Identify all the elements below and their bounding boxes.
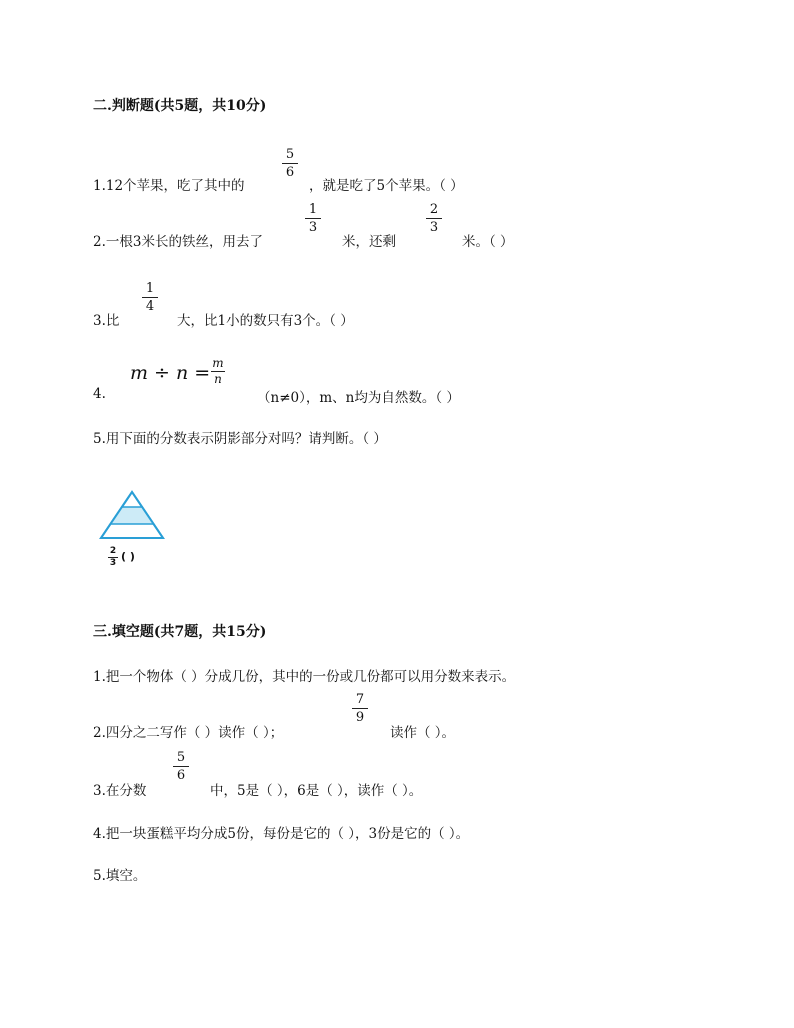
s3-q5-text: 5.填空。 (93, 868, 147, 884)
s2-q4-suffix: （n≠0），m、n均为自然数。（ ） (257, 390, 460, 406)
s2-q1-fraction (282, 147, 298, 180)
s2-q3-suffix: 大，比1小的数只有3个。（ ） (177, 313, 354, 329)
s2-q2-fraction-2 (426, 202, 442, 235)
fraction-numerator: 7 (355, 692, 365, 707)
fraction-bar (426, 218, 442, 219)
fraction-bar (305, 218, 321, 219)
section-2-title: 二.判断题(共5题，共10分) (93, 98, 267, 114)
fraction-numerator: 5 (285, 147, 295, 162)
s2-q5-text: 5.用下面的分数表示阴影部分对吗？请判断。（ ） (93, 431, 387, 447)
s2-q2-prefix: 2.一根3米长的铁丝，用去了 (93, 234, 263, 250)
fraction-numerator: 2 (429, 202, 439, 217)
s2-q4-equation-fraction (211, 357, 225, 386)
fraction-numerator: 1 (145, 281, 155, 296)
s3-q3-suffix: 中，5是（ ），6是（ ），读作（ ）。 (210, 783, 423, 799)
fraction-denominator: 6 (176, 768, 186, 783)
shaded-triangle-figure (96, 486, 168, 544)
s2-q4-equation: m ÷ n = (130, 362, 211, 384)
fraction-bar (282, 163, 298, 164)
fraction-denominator: 4 (145, 299, 155, 314)
fraction-numerator: 2 (109, 546, 117, 556)
s2-q2-mid: 米，还剩 (342, 234, 396, 250)
fraction-denominator: 6 (285, 165, 295, 180)
s3-q4-text: 4.把一块蛋糕平均分成5份，每份是它的（ ），3份是它的（ ）。 (93, 826, 470, 842)
fraction-bar (142, 297, 158, 298)
s2-q3-prefix: 3.比 (93, 313, 120, 329)
s2-q4-number: 4. (93, 386, 106, 402)
s3-q1-text: 1.把一个物体（ ）分成几份，其中的一份或几份都可以用分数来表示。 (93, 669, 516, 685)
s2-q2-suffix: 米。（ ） (462, 234, 514, 250)
s3-q2-suffix: 读作（ ）。 (390, 725, 456, 741)
fraction-denominator: 3 (308, 220, 318, 235)
fraction-denominator: 9 (355, 710, 365, 725)
s2-q1-suffix: ，就是吃了5个苹果。（ ） (309, 178, 464, 194)
figure-answer-paren: ( ) (121, 550, 135, 563)
figure-fraction (108, 547, 118, 568)
s3-q3-prefix: 3.在分数 (93, 783, 147, 799)
fraction-denominator: 3 (429, 220, 439, 235)
fraction-bar (173, 766, 189, 767)
fraction-bar (352, 708, 368, 709)
fraction-denominator: 3 (109, 558, 117, 568)
fraction-numerator: 5 (176, 750, 186, 765)
fraction-denominator: n (214, 372, 222, 386)
s3-q2-fraction (352, 692, 368, 725)
fraction-numerator: m (212, 356, 224, 370)
s3-q2-prefix: 2.四分之二写作（ ）读作（ ）； (93, 725, 284, 741)
s2-q1-prefix: 1.12个苹果，吃了其中的 (93, 178, 245, 194)
s2-q3-fraction (142, 281, 158, 314)
section-3-title: 三.填空题(共7题，共15分) (93, 624, 267, 640)
s3-q3-fraction (173, 750, 189, 783)
fraction-numerator: 1 (308, 202, 318, 217)
s2-q2-fraction-1 (305, 202, 321, 235)
